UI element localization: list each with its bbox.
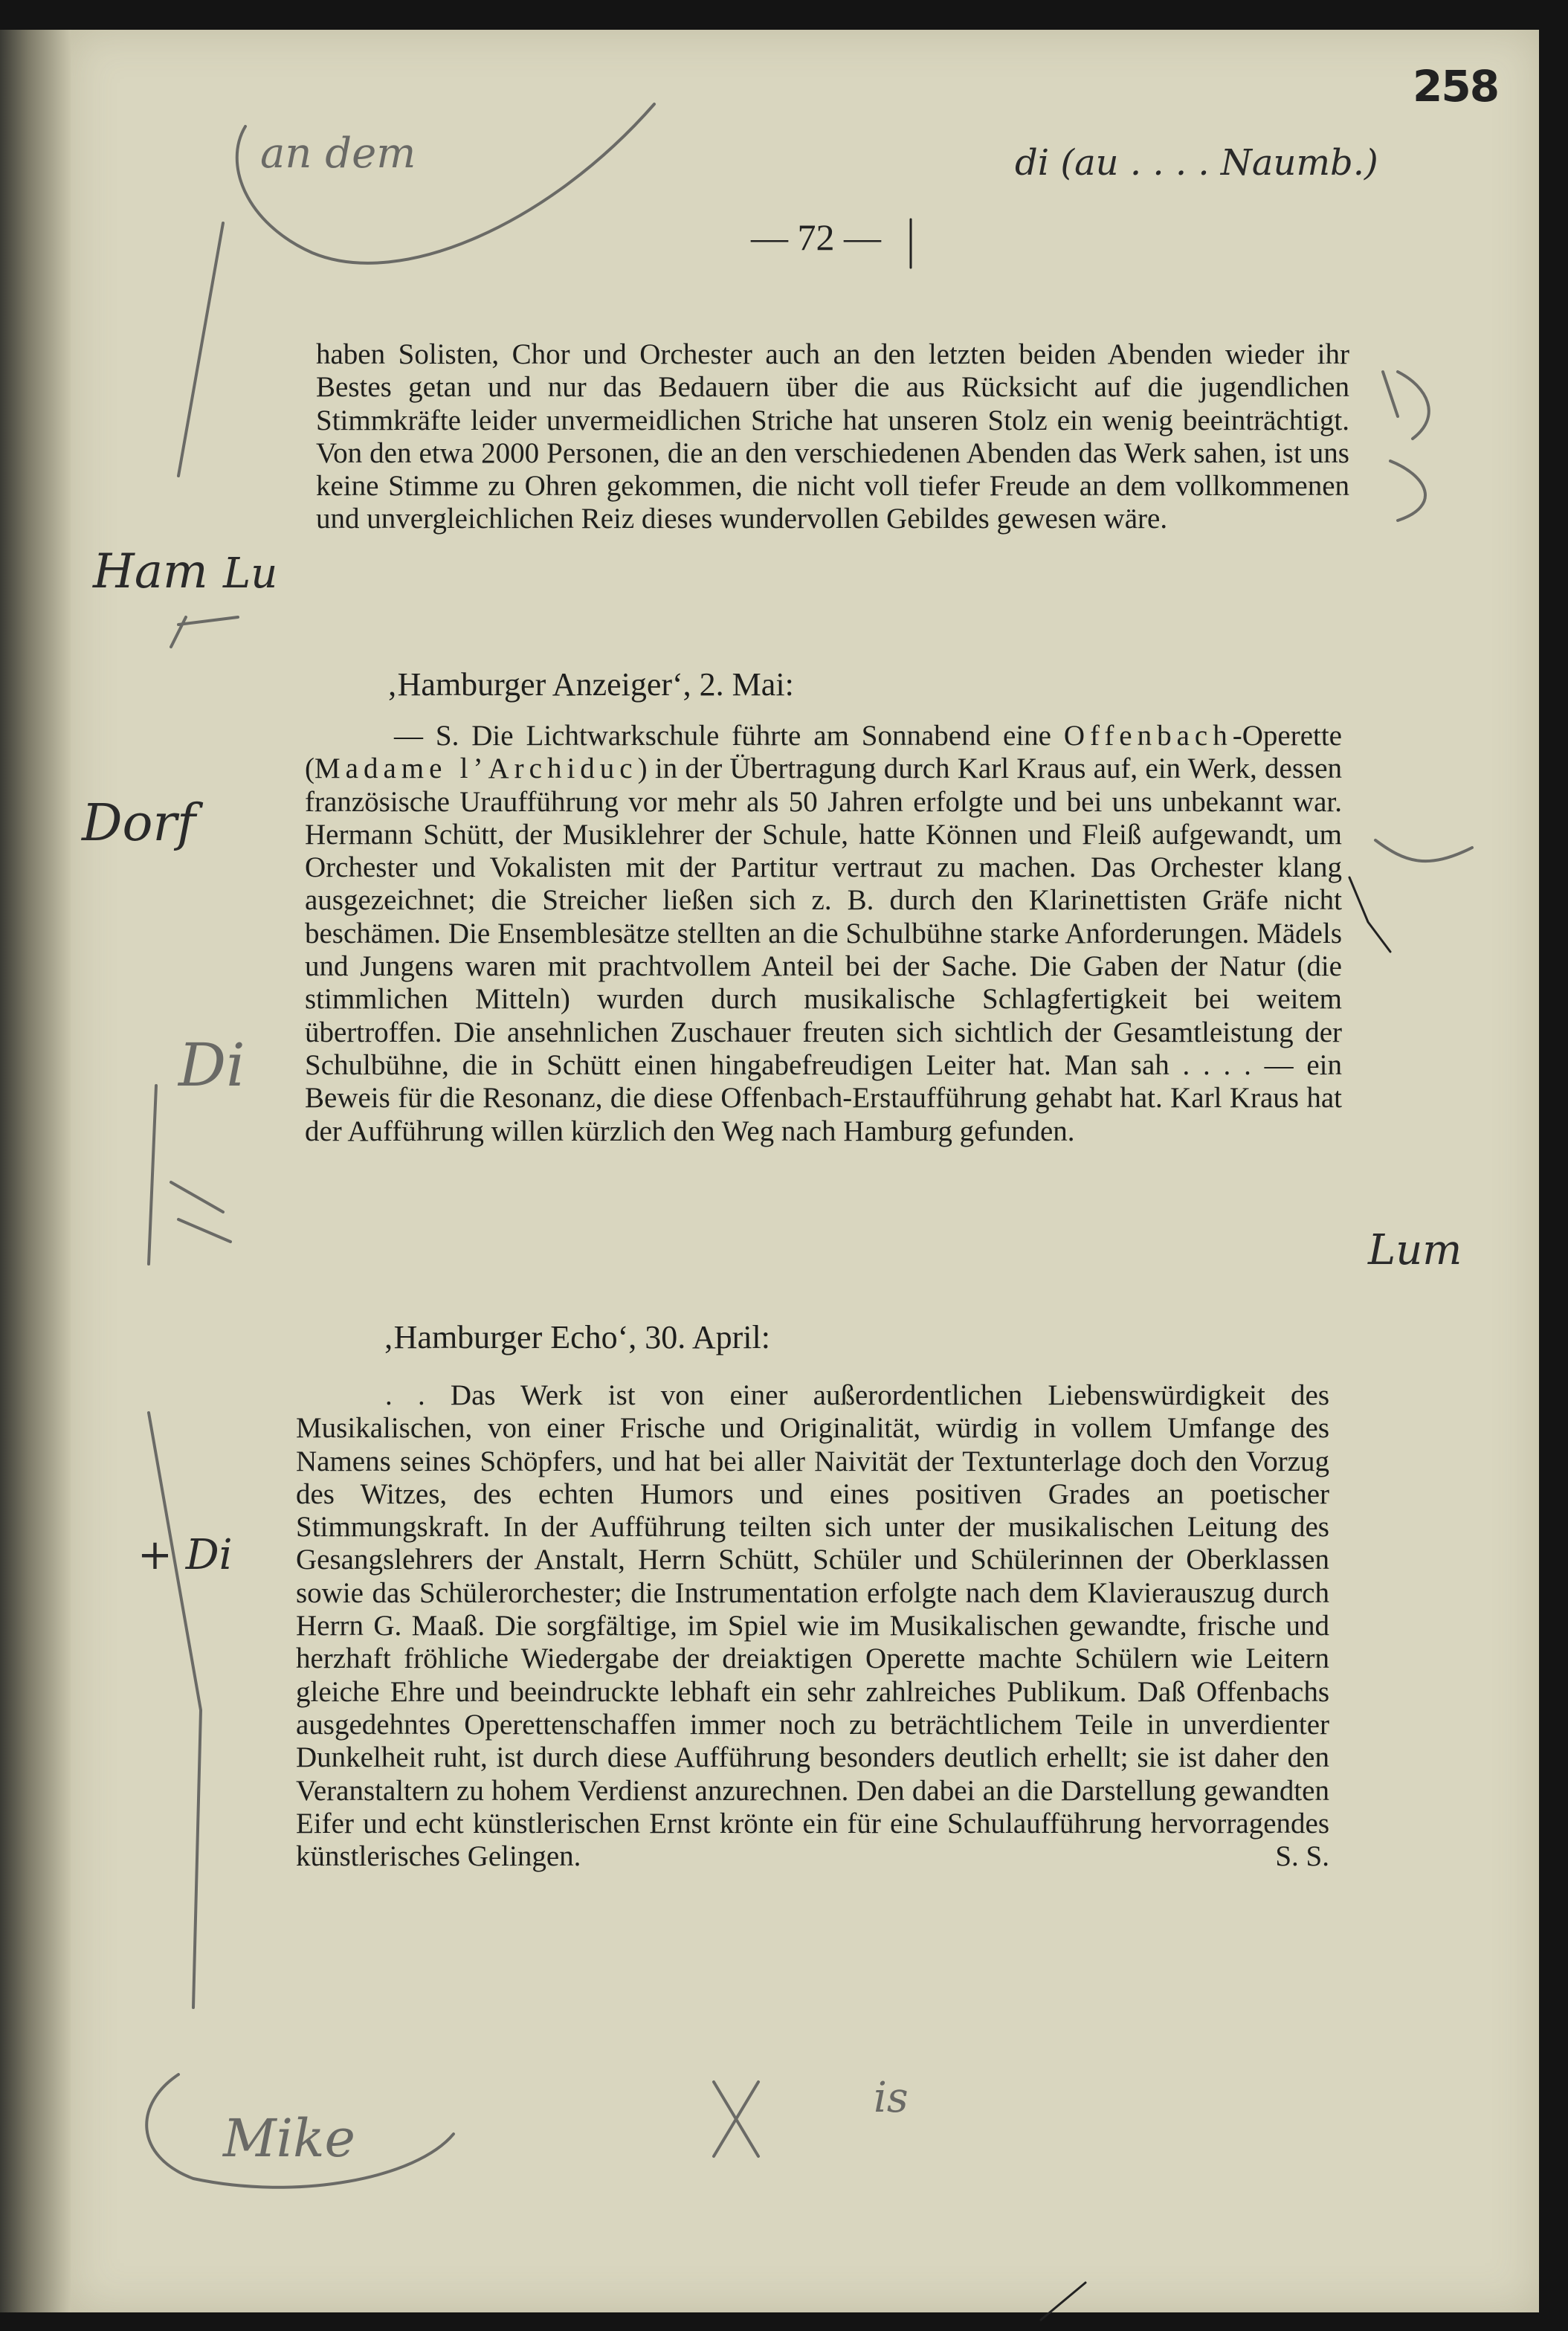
paragraph-1-text: haben Solisten, Chor und Orchester auch an den letzten beiden Abenden wieder ihr Bestes getan und nur das Bedauern über die aus Rücksicht auf die jugendlichen Stimmkräfte leider unvermeidlichen Striche hat unseren Stolz ein wenig beeinträchtigt. Von den etwa 2000 Personen, die an den verschiedenen Abenden das Werk sahen, ist uns keine Stimme zu Ohren gekommen, die nicht voll tiefer Freude an dem vollkommenen und unvergleichlichen Reiz dieses wundervollen Gebildes gewesen wäre.: [316, 338, 1349, 535]
handwriting-right-2: is: [874, 2074, 909, 2122]
handwriting-margin-6: Mike: [223, 2108, 355, 2169]
paragraph-2-mid: -Operette (: [305, 720, 1342, 785]
handwriting-margin-4: Di: [178, 1031, 245, 1100]
paragraph-3-text: . . Das Werk ist von einer außerordentlichen Liebenswürdigkeit des Musikalischen, von einer Frische und Originalität, würdig in vollem Umfange des Namens seines Schöpfers, und hat bei aller Naivität der Textunterlage doch den Vorzug des Witzes, des echten Humors und eines positiven Grades an poetischer Stimmungskraft. In der Aufführung teilten sich unter der musikalischen Leitung des Gesangslehrers der Anstalt, Herrn Schütt, Schüler und Schülerinnen der Oberklassen sowie das Schülerorchester; die Instrumentation erfolgte nach dem Klavierauszug durch Herrn G. Maaß. Die sorgfältige, im Spiel wie im Musikalischen gewandte, frische und herzhaft fröhliche Wiedergabe der dreiaktigen Operette machte Schülern wie Leitern gleiche Ehre und beeindruckte lebhaft ein sehr zahlreiches Publikum. Daß Offenbachs ausgedehntes Operettenschaffen immer noch zu beträchtlichem Teile in unverdienter Dunkelheit ruht, ist durch diese Aufführung besonders deutlich erhellt; sie ist daher den Veranstaltern zu hohem Verdienst anzurechnen. Den dabei an die Darstellung gewandten Eifer und echt künstlerischen Ernst krönte ein für eine Schulaufführung hervorragendes künstlerisches Gelingen.: [296, 1379, 1329, 1873]
handwriting-margin-1: Ham: [93, 544, 208, 599]
handwriting-margin-3: Dorf: [82, 794, 196, 853]
heading-hamburger-anzeiger: ‚Hamburger Anzeiger‘, 2. Mai:: [387, 666, 794, 703]
signature: S. S.: [1275, 1840, 1329, 1873]
handwriting-margin-2: Lu: [223, 549, 278, 598]
paragraph-2-title: Madame l’Archiduc: [314, 752, 638, 785]
handwriting-top-right: di (au . . . . Naumb.): [1015, 142, 1378, 184]
heading-hamburger-echo: ‚Hamburger Echo‘, 30. April:: [383, 1319, 770, 1355]
book-spine: [0, 30, 71, 2312]
paragraph-3: [296, 1379, 1329, 1873]
paragraph-1: [316, 338, 1349, 536]
handwriting-top-left: an dem: [260, 129, 416, 178]
page-number: — 72 —: [751, 216, 881, 258]
paragraph-2-offenbach: Offenbach: [1063, 720, 1233, 752]
handwriting-right-1: Lum: [1368, 1226, 1462, 1274]
paragraph-2: [305, 720, 1342, 1148]
paragraph-2-after: ) in der Übertragung durch Karl Kraus auf, ein Werk, dessen französische Uraufführung vor mehr als 50 Jahren erfolgte und bei uns unbekannt war. Hermann Schütt, der Musiklehrer der Schule, hatte Können und Fleiß aufgewandt, um Orchester und Vokalisten mit der Partitur vertraut zu machen. Das Orchester klang ausgezeichnet; die Streicher ließen sich z. B. durch den Klarinettisten Gräfe nicht beschämen. Die Ensemblesätze stellten an die Schulbühne starke Anforderungen. Mädels und Jungens waren mit prachtvollem Anteil bei der Sache. Die Gaben der Natur (die stimmlichen Mitteln) wurden durch musikalische Schlagfertigkeit bei weitem übertroffen. Die ansehnlichen Zuschauer freuten sich sichtlich der Gesamtleistung der Schulbühne, die in Schütt einen hingabefreudigen Leiter hat. Man sah . . . . — ein Beweis für die Resonanz, die diese Offenbach-Erstaufführung gehabt hat. Karl Kraus hat der Aufführung willen kürzlich den Weg nach Hamburg gefunden.: [305, 752, 1342, 1147]
paragraph-2-before: — S. Die Lichtwarkschule führte am Sonnabend eine: [394, 720, 1064, 752]
handwriting-margin-5: + Di: [138, 1531, 233, 1579]
folio-number: 258: [1413, 61, 1499, 112]
